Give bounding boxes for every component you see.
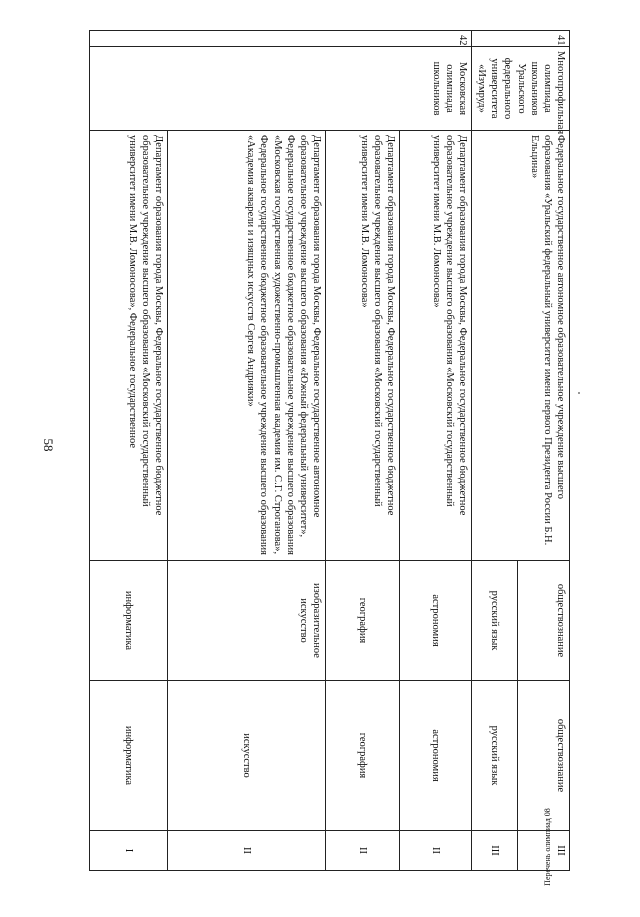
- profile-cell: обществознание: [518, 561, 570, 681]
- organizer-cell: Департамент образования города Москвы, Федеральное государственное бюджетное образовательное учреждение высшего образования «Московский государственный университет имени М.В. Ломоносова», Федеральное государственное: [90, 131, 168, 561]
- olympiad-name: Многопрофильная олимпиада школьников Уральского федерального университета «Изумруд»: [472, 47, 570, 131]
- organizer-cell: Департамент образования города Москвы, Федеральное государственное автономное образовательное учреждение высшего образования «Южный федеральный университет», Федеральное государственное бюджетное образовательное учреждение высшего образования «Московская государственная художественно-промышленная академия им. С.Г. Строганова», Федеральное государственное бюджетное образовательное учреждение высшего образования «Академия акварели и изящных искусств Сергея Андрияки»: [168, 131, 326, 561]
- level-cell: II: [168, 831, 326, 871]
- level-cell: I: [90, 831, 168, 871]
- organizer-cell: Департамент образования города Москвы, Федеральное государственное бюджетное образовательное учреждение высшего образования «Московский государственный университет имени М.В. Ломоносова»: [326, 131, 400, 561]
- table-row: [400, 31, 472, 871]
- subject-cell: география: [326, 681, 400, 831]
- subject-cell: информатика: [90, 681, 168, 831]
- footer-note: Перечень олимпиад 08: [543, 808, 552, 886]
- table-row: [90, 31, 168, 871]
- olympiad-table: [89, 30, 570, 871]
- olympiad-name: Московская олимпиада школьников: [90, 47, 472, 131]
- table-row: [326, 31, 400, 871]
- profile-cell: астрономия: [400, 561, 472, 681]
- profile-cell: изобразительное искусство: [168, 561, 326, 681]
- organizer-cell: Департамент образования города Москвы, Федеральное государственное бюджетное образовательное учреждение высшего образования «Московский государственный университет имени М.В. Ломоносова»: [400, 131, 472, 561]
- level-cell: II: [400, 831, 472, 871]
- olympiad-table-rotated: [90, 30, 570, 870]
- table-row: [168, 31, 326, 871]
- level-cell: III: [518, 831, 570, 871]
- subject-cell: русский язык: [472, 681, 518, 831]
- level-cell: II: [326, 831, 400, 871]
- scan-mark: [578, 392, 580, 394]
- subject-cell: обществознание: [518, 681, 570, 831]
- row-number: 41: [472, 31, 570, 47]
- organizer-cell: Федеральное государственное автономное образовательное учреждение высшего образования «Уральский федеральный университет имени первого Президента России Б.Н. Ельцина»: [472, 131, 570, 561]
- level-cell: III: [472, 831, 518, 871]
- page-number: 58: [41, 438, 56, 452]
- profile-cell: русский язык: [472, 561, 518, 681]
- profile-cell: информатика: [90, 561, 168, 681]
- row-number: 42: [90, 31, 472, 47]
- table-row: [518, 31, 570, 871]
- profile-cell: география: [326, 561, 400, 681]
- subject-cell: искусство: [168, 681, 326, 831]
- subject-cell: астрономия: [400, 681, 472, 831]
